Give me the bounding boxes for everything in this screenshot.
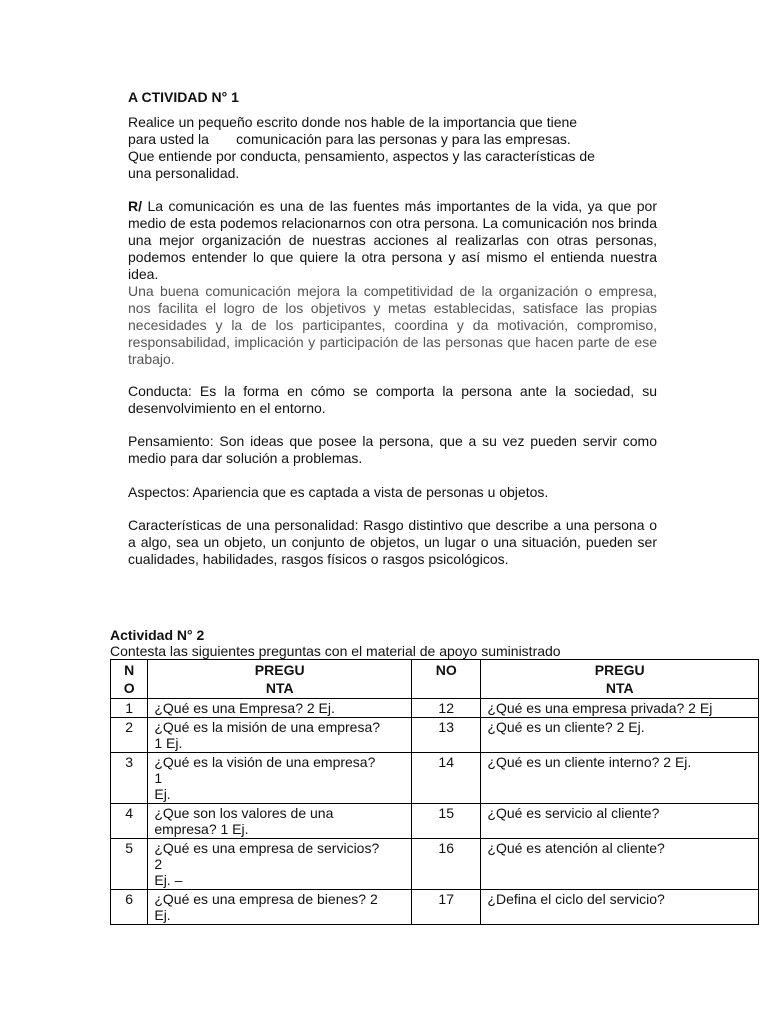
question-number: 2 (111, 718, 148, 753)
answer-paragraph-2: Una buena comunicación mejora la competitividad de la organización o empresa, nos facilita el logro de los objetivos y metas establecidas, satisface las propias necesidades y la de los participantes, coordina y da motivación, compromiso, responsabilidad, implicación y participación de las personas que hacen parte de ese trabajo. (128, 283, 657, 367)
question-number: 15 (412, 804, 481, 839)
question-number: 3 (111, 753, 148, 804)
question-text: ¿Qué es una empresa de servicios? 2 Ej. – (148, 839, 412, 890)
prompt-line: para usted la comunicación para las personas y para las empresas. (128, 131, 571, 147)
questions-table (110, 659, 759, 925)
activity-1-title: A CTIVIDAD N° 1 (128, 89, 239, 105)
question-number: 1 (111, 699, 148, 718)
question-number: 17 (412, 890, 481, 925)
prompt-line: Realice un pequeño escrito donde nos hable de la importancia que tiene (128, 114, 578, 130)
question-text: ¿Qué es una empresa de bienes? 2 Ej. (148, 890, 412, 925)
table-row (111, 753, 759, 804)
question-text: ¿Qué es la visión de una empresa? 1 Ej. (148, 753, 412, 804)
question-text: ¿Que son los valores de una empresa? 1 Ej. (148, 804, 412, 839)
table-row (111, 699, 759, 718)
question-text: ¿Qué es servicio al cliente? (481, 804, 759, 839)
table-row (111, 839, 759, 890)
question-text: ¿Qué es atención al cliente? (481, 839, 759, 890)
question-number: 14 (412, 753, 481, 804)
question-number: 12 (412, 699, 481, 718)
definition-pensamiento: Pensamiento: Son ideas que posee la persona, que a su vez pueden servir como medio para dar solución a problemas. (128, 433, 657, 466)
question-text: ¿Qué es un cliente? 2 Ej. (481, 718, 759, 753)
answer-paragraph-1 (128, 198, 657, 283)
header-question-right: PREGU NTA (481, 660, 759, 699)
question-text: ¿Qué es una Empresa? 2 Ej. (148, 699, 412, 718)
activity-2-title: Actividad N° 2 (110, 627, 205, 643)
table-row (111, 804, 759, 839)
question-number: 13 (412, 718, 481, 753)
table-header-row (111, 660, 759, 699)
activity-1-prompt (128, 114, 668, 182)
definition-caracteristicas: Características de una personalidad: Rasgo distintivo que describe a una persona o a algo, sea un objeto, un conjunto de objetos, un lugar o una situación, pueden ser cualidades, habilidades, rasgos físicos o rasgos psicológicos. (128, 517, 657, 567)
prompt-line: una personalidad. (128, 165, 240, 181)
definition-conducta: Conducta: Es la forma en cómo se comporta la persona ante la sociedad, su desenvolvimiento en el entorno. (128, 383, 657, 416)
question-number: 6 (111, 890, 148, 925)
header-no-left: N O (111, 660, 148, 699)
question-text: ¿Qué es una empresa privada? 2 Ej (481, 699, 759, 718)
question-number: 16 (412, 839, 481, 890)
header-no-right: NO (412, 660, 481, 699)
table-row (111, 718, 759, 753)
definition-aspectos: Aspectos: Apariencia que es captada a vista de personas u objetos. (128, 484, 549, 500)
table-row (111, 890, 759, 925)
question-text: ¿Defina el ciclo del servicio? (481, 890, 759, 925)
answer-marker: R/ (128, 198, 142, 214)
prompt-line: Que entiende por conducta, pensamiento, aspectos y las características de (128, 148, 595, 164)
question-number: 5 (111, 839, 148, 890)
activity-2-instruction: Contesta las siguientes preguntas con el material de apoyo suministrado (110, 643, 561, 659)
header-question-left: PREGU NTA (148, 660, 412, 699)
answer-text: La comunicación es una de las fuentes más importantes de la vida, ya que por medio de esta podemos relacionarnos con otra persona. La comunicación nos brinda una mejor organización de nuestras acciones al realizarlas con otras personas, podemos entender lo que quiere la otra persona y así mismo el entienda nuestra idea. (128, 198, 658, 282)
question-text: ¿Qué es un cliente interno? 2 Ej. (481, 753, 759, 804)
question-number: 4 (111, 804, 148, 839)
question-text: ¿Qué es la misión de una empresa? 1 Ej. (148, 718, 412, 753)
